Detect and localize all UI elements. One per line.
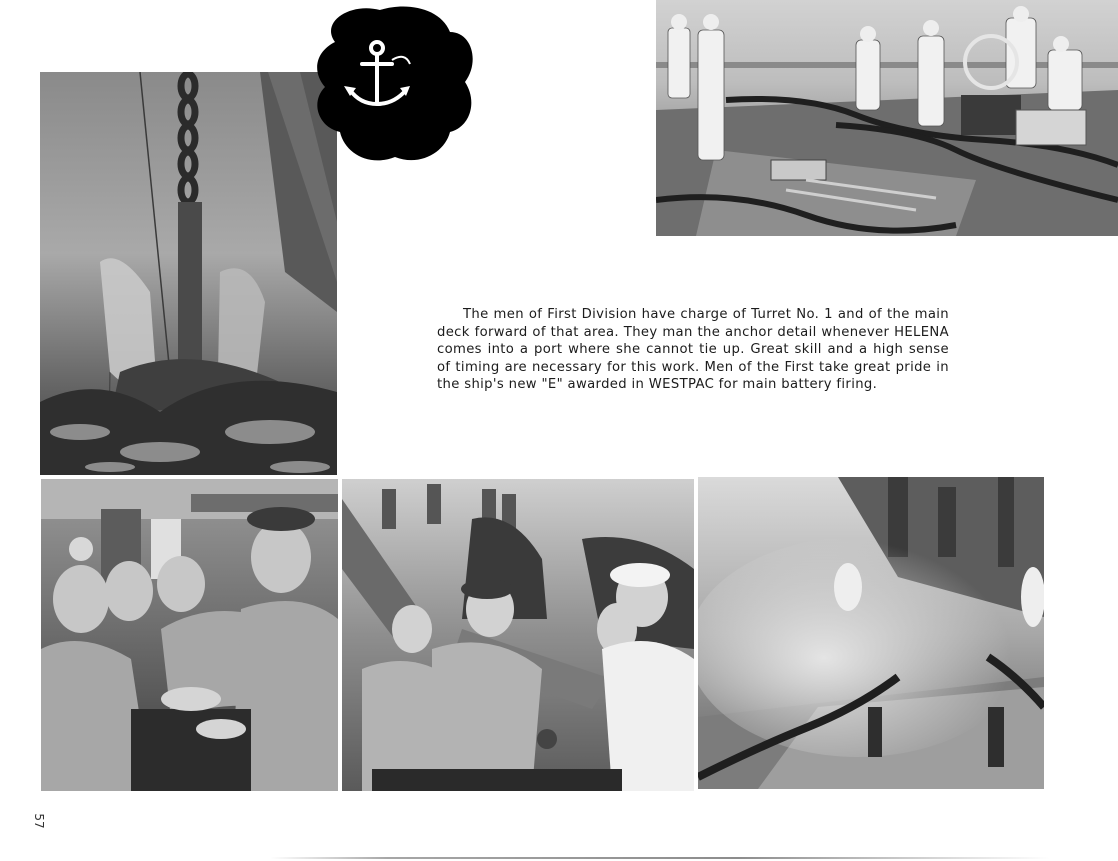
photo-steam-icon bbox=[698, 477, 1044, 789]
caption-text: The men of First Division have charge of Turret No. 1 and of the main deck forward of that area. They man the anchor detail whenever HELENA comes into a port where she cannot tie up. Great skill and a high sense of timing are necessary for this work. Men of the First take great pride in the ship's new "E" awarded in WESTPAC for main battery firing. bbox=[437, 307, 949, 393]
photo-deck-anchor-detail bbox=[656, 0, 1118, 236]
photo-crew-icon bbox=[342, 479, 694, 791]
bottom-rule bbox=[270, 857, 1050, 859]
division-emblem bbox=[310, 2, 476, 164]
photo-crew-icon bbox=[41, 479, 338, 791]
photo-anchor-hull bbox=[40, 72, 337, 475]
photo-anchor-icon bbox=[40, 72, 337, 475]
photo-crew-gun-barrel bbox=[342, 479, 694, 791]
photo-deck-icon bbox=[656, 0, 1118, 236]
anchor-icon bbox=[310, 2, 476, 164]
photo-crew-turret-room bbox=[41, 479, 338, 791]
photo-deck-steam bbox=[698, 477, 1044, 789]
page-number: 57 bbox=[32, 813, 46, 829]
